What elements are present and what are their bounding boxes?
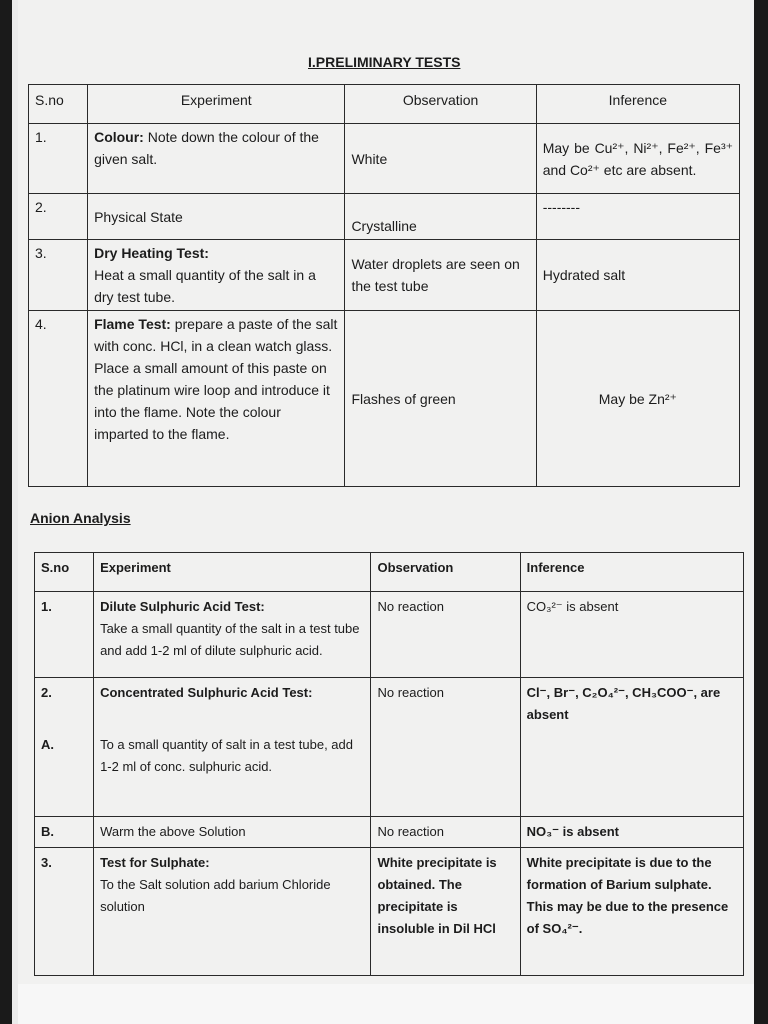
experiment-text: Take a small quantity of the salt in a test tube and add 1-2 ml of dilute sulphuric acid. bbox=[100, 621, 360, 658]
row-observation: White bbox=[345, 124, 536, 194]
preliminary-tests-table bbox=[28, 84, 740, 487]
row-experiment bbox=[94, 847, 371, 975]
header-observation: Observation bbox=[371, 553, 520, 592]
anion-analysis-title: Anion Analysis bbox=[30, 510, 131, 526]
row-experiment bbox=[94, 592, 371, 678]
row-experiment bbox=[88, 124, 345, 194]
row-sno: 1. bbox=[35, 592, 94, 678]
header-sno: S.no bbox=[29, 85, 88, 124]
row-observation: Crystalline bbox=[345, 194, 536, 240]
row-experiment bbox=[88, 240, 345, 311]
table-header-row bbox=[35, 553, 744, 592]
experiment-heading: Colour: bbox=[94, 129, 144, 145]
row-inference: Cl⁻, Br⁻, C₂O₄²⁻, CH₃COO⁻, are absent bbox=[520, 678, 743, 731]
header-sno: S.no bbox=[35, 553, 94, 592]
table-row bbox=[29, 240, 740, 311]
table-row bbox=[29, 311, 740, 487]
experiment-text: To the Salt solution add barium Chloride solution bbox=[100, 876, 331, 914]
table-row bbox=[35, 592, 744, 678]
page-bottom-edge bbox=[18, 984, 754, 1024]
paper-sheet bbox=[12, 0, 754, 1024]
row-sno: 2. bbox=[29, 194, 88, 240]
row-experiment bbox=[94, 816, 371, 847]
table-row bbox=[35, 678, 744, 731]
experiment-heading: Concentrated Sulphuric Acid Test: bbox=[100, 685, 313, 700]
row-inference: -------- bbox=[536, 194, 739, 240]
experiment-heading: Dilute Sulphuric Acid Test: bbox=[100, 599, 265, 614]
table-row bbox=[35, 730, 744, 816]
table-row bbox=[29, 194, 740, 240]
header-experiment: Experiment bbox=[88, 85, 345, 124]
experiment-text: prepare a paste of the salt with conc. HCl, in a clean watch glass. Place a small amount of this paste on the platinum wire loop and introduce it into the flame. Note the colour imparted to the flame. bbox=[94, 316, 338, 442]
experiment-text: Physical State bbox=[94, 208, 183, 225]
row-inference: May be Zn²⁺ bbox=[536, 311, 739, 487]
row-inference: White precipitate is due to the formation of Barium sulphate. This may be due to the presence of SO₄²⁻. bbox=[520, 847, 743, 975]
row-sno: 2. bbox=[35, 678, 94, 731]
header-experiment: Experiment bbox=[94, 553, 371, 592]
table-row bbox=[29, 124, 740, 194]
row-observation: Water droplets are seen on the test tube bbox=[345, 240, 536, 311]
experiment-text: Heat a small quantity of the salt in a dry test tube. bbox=[94, 267, 316, 305]
row-inference bbox=[520, 730, 743, 816]
header-observation: Observation bbox=[345, 85, 536, 124]
row-sno: 4. bbox=[29, 311, 88, 487]
row-inference: Hydrated salt bbox=[536, 240, 739, 311]
row-observation bbox=[371, 730, 520, 816]
table-row bbox=[35, 816, 744, 847]
experiment-text: Note down the colour of the given salt. bbox=[94, 129, 319, 167]
experiment-heading: Dry Heating Test: bbox=[94, 245, 209, 261]
anion-analysis-table bbox=[34, 552, 744, 976]
header-inference: Inference bbox=[536, 85, 739, 124]
row-experiment bbox=[94, 730, 371, 816]
experiment-text: Warm the above Solution bbox=[100, 823, 246, 839]
row-observation: No reaction bbox=[371, 592, 520, 678]
table-row bbox=[35, 847, 744, 975]
row-sno: 3. bbox=[35, 847, 94, 975]
row-sno: 3. bbox=[29, 240, 88, 311]
row-observation: White precipitate is obtained. The precipitate is insoluble in Dil HCl bbox=[371, 847, 520, 975]
experiment-heading: Test for Sulphate: bbox=[100, 854, 210, 870]
row-inference: NO₃⁻ is absent bbox=[520, 816, 743, 847]
row-inference: May be Cu²⁺, Ni²⁺, Fe²⁺, Fe³⁺ and Co²⁺ etc are absent. bbox=[536, 124, 739, 194]
header-inference: Inference bbox=[520, 553, 743, 592]
experiment-heading: Flame Test: bbox=[94, 316, 171, 332]
table-header-row bbox=[29, 85, 740, 124]
row-inference: CO₃²⁻ is absent bbox=[520, 592, 743, 678]
paper-page bbox=[18, 0, 754, 1024]
row-observation: No reaction bbox=[371, 678, 520, 731]
row-sno: 1. bbox=[29, 124, 88, 194]
row-observation: No reaction bbox=[371, 816, 520, 847]
experiment-text: To a small quantity of salt in a test tube, add 1-2 ml of conc. sulphuric acid. bbox=[100, 737, 354, 774]
row-experiment bbox=[88, 311, 345, 487]
row-sno: A. bbox=[35, 730, 94, 816]
row-sno: B. bbox=[35, 816, 94, 847]
row-experiment bbox=[88, 194, 345, 240]
row-experiment bbox=[94, 678, 371, 731]
preliminary-tests-title: I.PRELIMINARY TESTS bbox=[308, 54, 461, 70]
row-observation: Flashes of green bbox=[345, 311, 536, 487]
